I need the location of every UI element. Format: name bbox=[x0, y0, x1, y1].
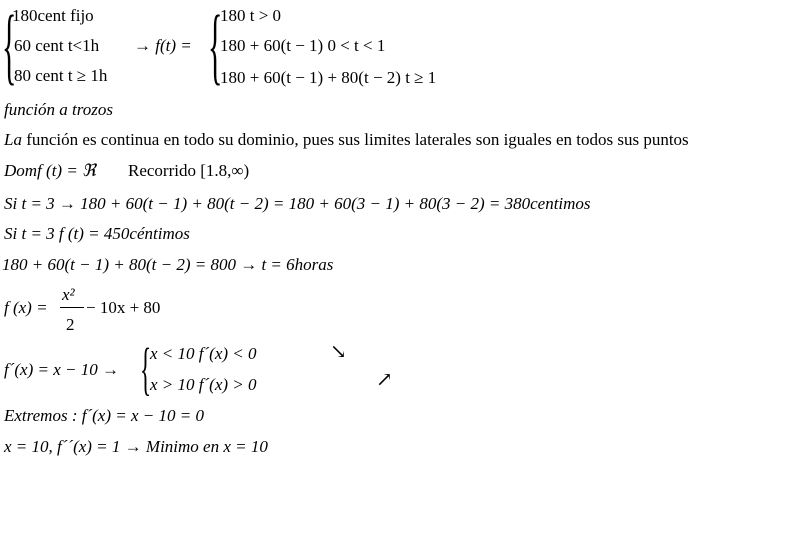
case-2: 180 + 60(t − 1) 0 < t < 1 bbox=[220, 36, 386, 55]
line-continuity bbox=[4, 130, 689, 150]
fx-numerator: x² bbox=[62, 285, 75, 304]
left-brace-2: { bbox=[208, 0, 223, 93]
decreasing-arrow-icon: ↘ bbox=[330, 341, 347, 363]
line-domain: Domf (t) = ℜ bbox=[4, 161, 96, 180]
fraction-bar bbox=[60, 307, 84, 308]
line-evaluate-t3: Si t = 3 → 180 + 60(t − 1) + 80(t − 2) = 180 + 60(3 − 1) + 80(3 − 2) = 380centimos bbox=[4, 194, 591, 213]
line-extremos: Extremos : f´(x) = x − 10 = 0 bbox=[4, 406, 204, 425]
line-funcion-a-trozos: función a trozos bbox=[4, 100, 113, 119]
line-continuity-la: La bbox=[4, 130, 22, 149]
system1-arrow-f: → f(t) = bbox=[134, 36, 192, 55]
left-brace-3: { bbox=[140, 336, 152, 401]
case-3: 180 + 60(t − 1) + 80(t − 2) t ≥ 1 bbox=[220, 68, 437, 87]
fx-left: f (x) = bbox=[4, 298, 48, 317]
fx-denominator: 2 bbox=[66, 315, 75, 334]
line-minimo: x = 10, f´´(x) = 1 → Minimo en x = 10 bbox=[4, 437, 268, 456]
line-range: Recorrido [1.8,∞) bbox=[128, 161, 250, 180]
line-continuity-rest: función es continua en todo su dominio, pues sus limites laterales son iguales en todos sus puntos bbox=[21, 130, 689, 149]
fprime-left: f´(x) = x − 10 → bbox=[4, 360, 119, 379]
fx-right: − 10x + 80 bbox=[86, 298, 161, 317]
system1-row-3: 80 cent t ≥ 1h bbox=[14, 66, 108, 85]
system1-row-2: 60 cent t<1h bbox=[14, 36, 100, 55]
system1-row-1: 180cent fijo bbox=[12, 6, 94, 25]
left-brace-1: { bbox=[2, 0, 17, 93]
fprime-case-2: x > 10 f´(x) > 0 bbox=[150, 375, 257, 394]
case-1: 180 t > 0 bbox=[220, 6, 282, 25]
increasing-arrow-icon: ↗ bbox=[376, 369, 393, 391]
fprime-case-1: x < 10 f´(x) < 0 bbox=[150, 344, 257, 363]
line-f-of-3: Si t = 3 f (t) = 450céntimos bbox=[4, 224, 190, 243]
line-solve-800: 180 + 60(t − 1) + 80(t − 2) = 800 → t = 6horas bbox=[2, 255, 334, 274]
